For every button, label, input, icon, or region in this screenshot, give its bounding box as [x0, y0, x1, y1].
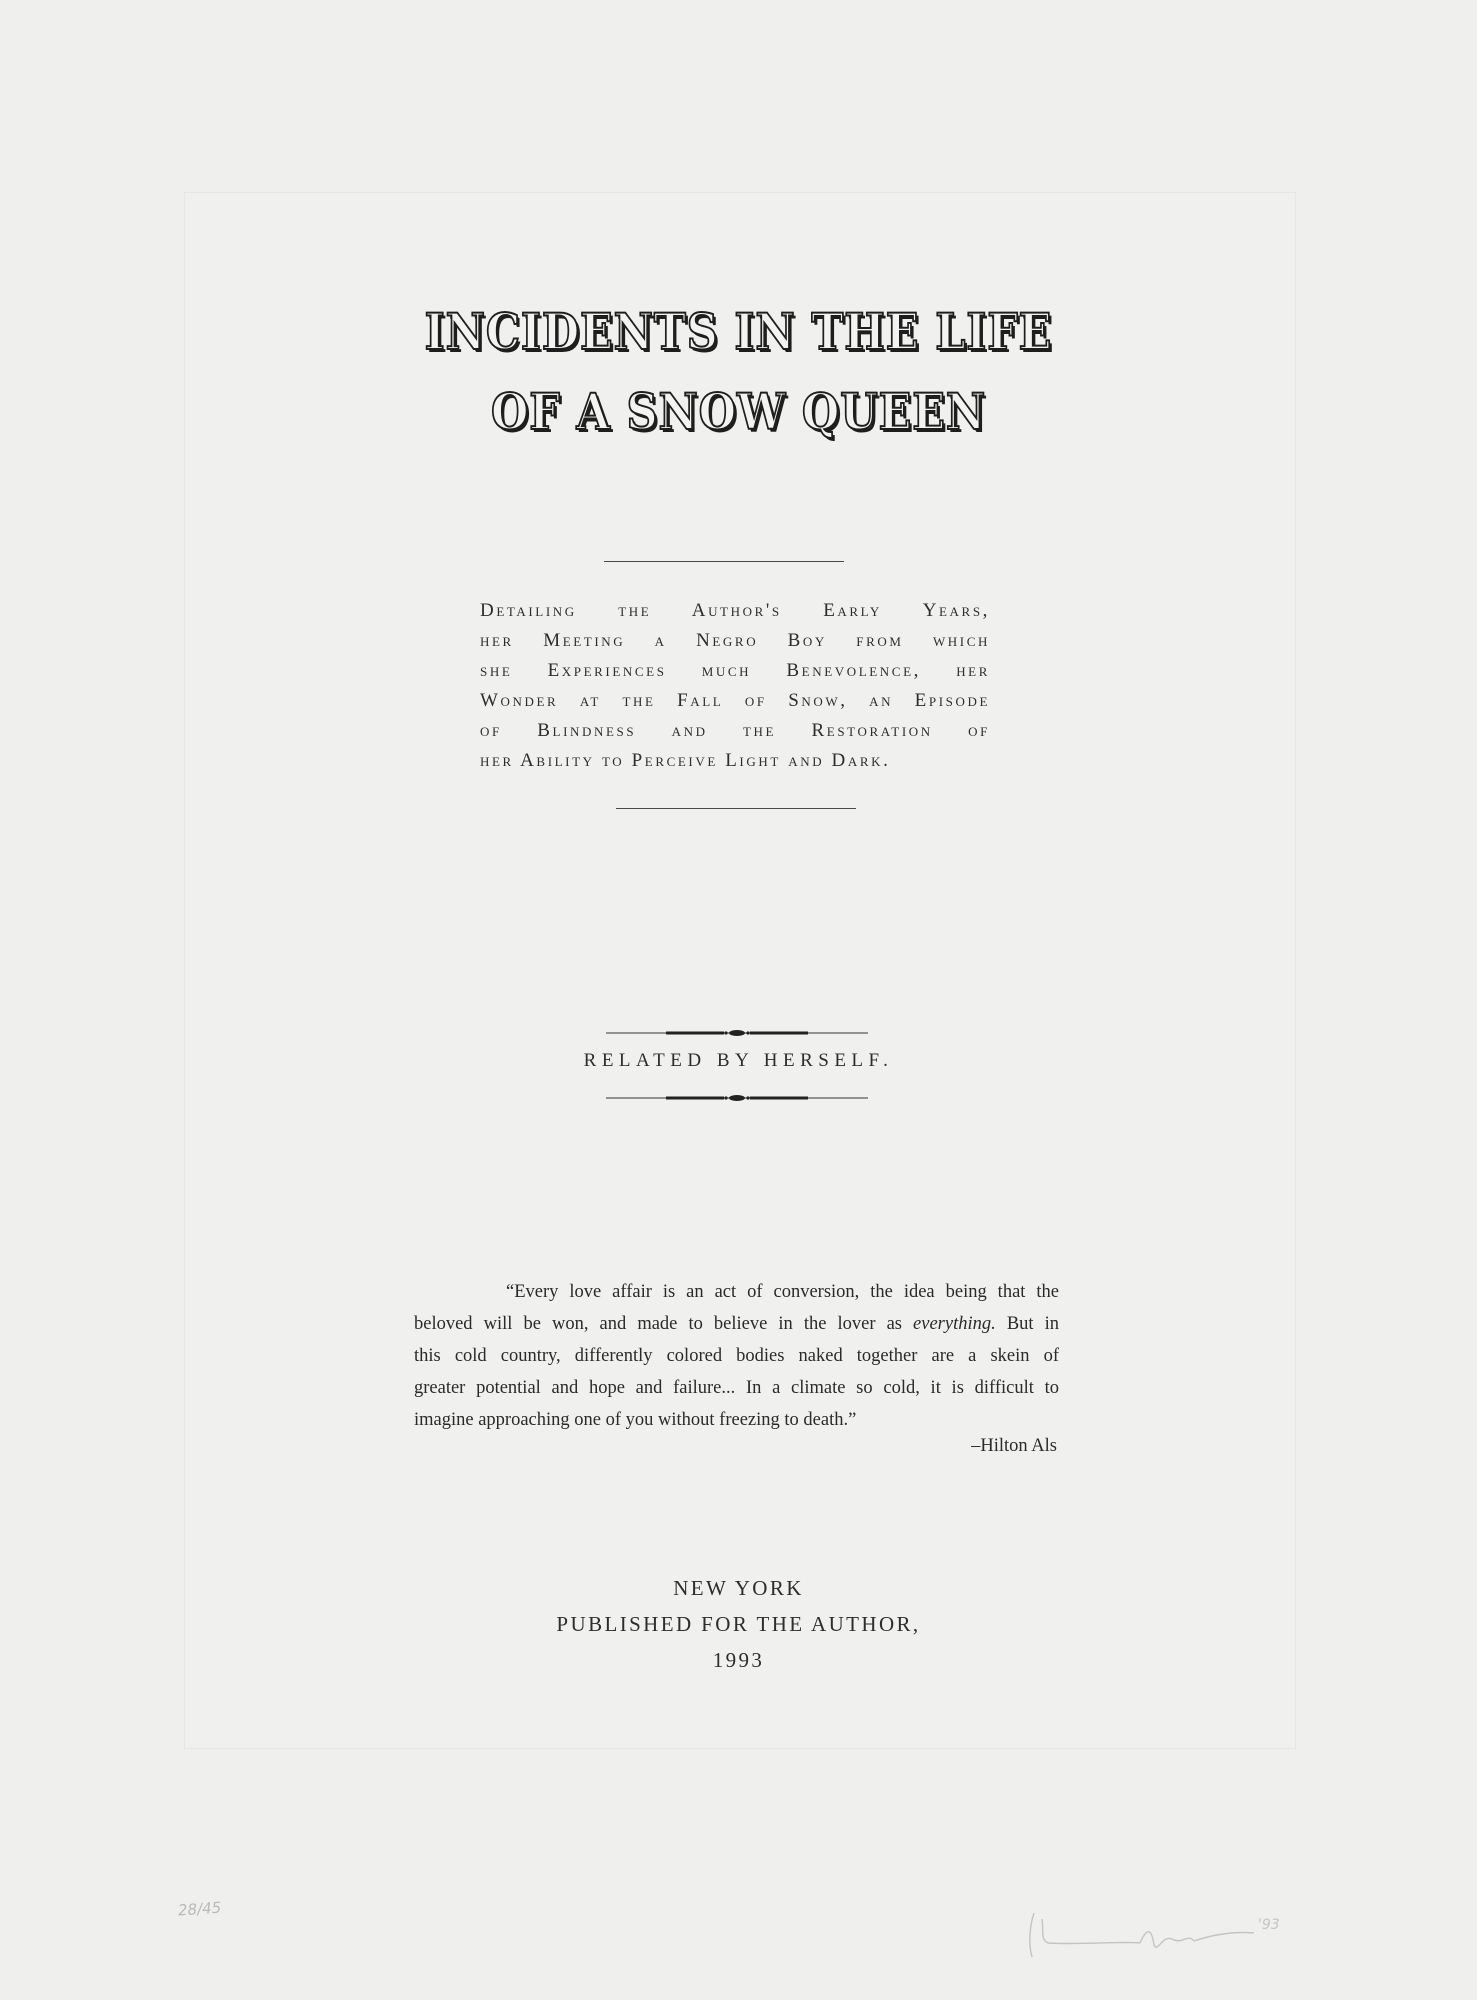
title-line-1: INCIDENTS IN THE LIFE	[424, 302, 1053, 361]
subtitle-line: of Blindness and the Restoration of	[480, 720, 990, 741]
imprint-city: NEW YORK	[673, 1576, 804, 1600]
quote-emphasis: everything.	[913, 1314, 996, 1334]
quote-line: “Every love affair is an act of conversion, the idea being that the	[506, 1282, 1059, 1302]
title-block	[0, 292, 1477, 452]
quote-line: imagine approaching one of you without freezing to death.”	[414, 1410, 857, 1430]
related-by-herself: RELATED BY HERSELF.	[583, 1050, 894, 1071]
quote-attribution: –Hilton Als	[971, 1436, 1057, 1456]
title-line-2: OF A SNOW QUEEN	[490, 382, 987, 441]
artist-signature	[1022, 1905, 1292, 1965]
subtitle-line: she Experiences much Benevolence, her	[480, 660, 990, 681]
quote-text: beloved will be won, and made to believe in the lover as	[414, 1314, 914, 1334]
subtitle-line: her Ability to Perceive Light and Dark.	[480, 750, 891, 771]
subtitle-line: Detailing the Author's Early Years,	[480, 600, 990, 621]
top-divider	[604, 561, 844, 562]
subtitle-line: her Meeting a Negro Boy from which	[480, 630, 990, 651]
epigraph-quote	[414, 1276, 1059, 1436]
ornament-rule-top	[606, 1029, 868, 1037]
quote-line: greater potential and hope and failure... In a climate so cold, it is difficult to	[414, 1378, 1059, 1398]
quote-line	[414, 1308, 1059, 1340]
bottom-divider	[616, 808, 856, 809]
subtitle-line: Wonder at the Fall of Snow, an Episode	[480, 690, 990, 711]
quote-line: this cold country, differently colored bodies naked together are a skein of	[414, 1346, 1059, 1366]
imprint-publisher: PUBLISHED FOR THE AUTHOR,	[556, 1612, 921, 1636]
ornament-rule-bottom	[606, 1094, 868, 1102]
subtitle	[480, 596, 990, 776]
quote-text: But in	[995, 1314, 1059, 1334]
edition-number: 28/45	[177, 1898, 222, 1920]
imprint-year: 1993	[712, 1648, 765, 1672]
imprint	[0, 1570, 1477, 1678]
signature-date: '93	[1258, 1917, 1280, 1933]
